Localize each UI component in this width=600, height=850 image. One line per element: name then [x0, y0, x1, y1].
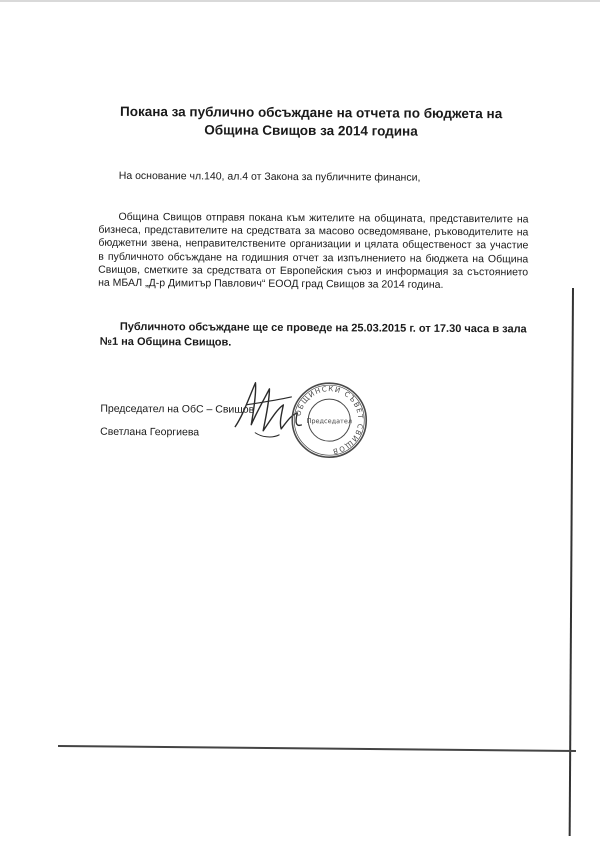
- document-title-line-2: Община Свищов за 2014 година: [204, 122, 418, 139]
- document-title-line-1: Покана за публично обсъждане на отчета по бюджета на: [119, 103, 503, 122]
- invitation-body-text: Община Свищов отправя покана към жителите на общината, представителите на бизнеса, представителите на средствата за масово осведомяване, ръководителите на бюджетни звена, неправителствените организации и цялата общественост за участие в публичното обсъждане на годишния отчет за изпълнението на бюджета на Община Свищов, сметките за средствата от Европейския съюз и информация за състоянието на МБАЛ „Д-р Димитър Павлович“ ЕООД град Свищов за 2014 година.: [98, 210, 529, 291]
- stamp-ring-text: ОБЩИНСКИ СЪВЕТ СВИЩОВ: [294, 385, 365, 456]
- signatory-role: Председател на ОбС – Свищов: [100, 402, 255, 416]
- official-stamp: [289, 380, 369, 460]
- legal-basis-text: На основание чл.140, ал.4 от Закона за публичните финанси,: [118, 169, 421, 184]
- stamp-center-text: Председател: [306, 417, 353, 426]
- signatory-name: Светлана Георгиева: [100, 425, 200, 439]
- meeting-announcement: Публичното обсъждане ще се проведе на 25.03.2015 г. от 17.30 часа в зала №1 на Община Свищов.: [99, 320, 527, 349]
- document-title: [91, 103, 531, 142]
